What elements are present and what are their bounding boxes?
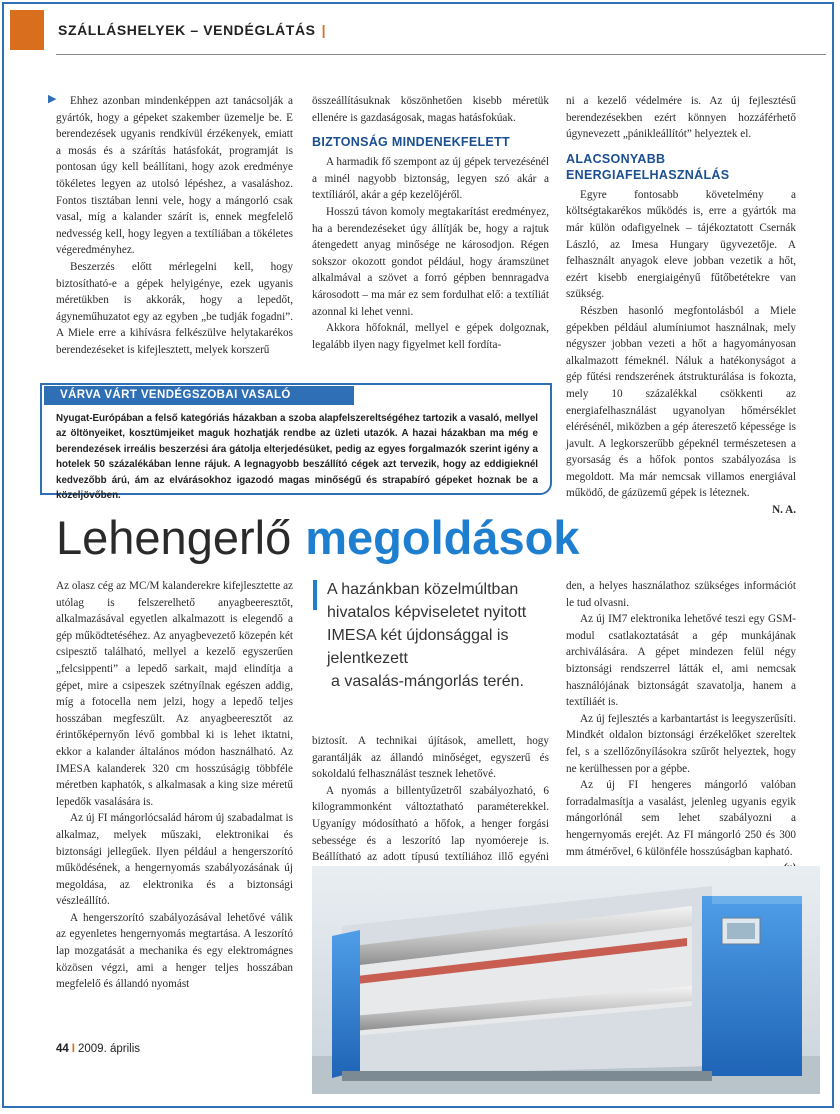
paragraph: Ehhez azonban mindenképpen azt tanácsolják a gyártók, hogy a gépeket szakember üzemelje be. E berendezések ugyanis rendkívül érzékenyek, emiatt a mosás és a szárítás hatásfokát, programját is pontosan úgy kell beállítani, hogy azok eredménye tökéletes legyen az utolsó lépéshez, a vasaláshoz. Fontos tisztában lenni vele, hogy a mángorló csak vasal, míg a kalander szárít is, ennek megfelelő nedvesség kell, hogy legyen a textíliában a tökéletes végeredményhez. — [56, 95, 293, 257]
paragraph: ni a kezelő védelmére is. Az új fejlesztésű berendezésekben ezért könnyen hozzáférhető úgynevezett „pánikleállítót” helyeztek el. — [566, 95, 796, 141]
column-3-top — [566, 93, 796, 519]
title-part-2: megoldások — [305, 511, 580, 564]
pullquote-line: jelentkezett — [327, 650, 408, 667]
paragraph: összeállításuknak köszönhetően kisebb méretük ellenére is gazdaságosak, magas hatásfokúak. — [312, 95, 549, 124]
article-title — [56, 508, 579, 568]
subheading-safety: BIZTONSÁG MINDENEKFELETT — [312, 135, 510, 150]
pullquote — [313, 578, 563, 693]
header-rule — [56, 54, 826, 55]
column-3-bottom — [566, 578, 796, 877]
arrow-icon: ▶ — [48, 93, 57, 105]
section-title: SZÁLLÁSHELYEK – VENDÉGLÁTÁS — [58, 22, 316, 38]
subheading-line: ALACSONYABB — [566, 151, 666, 166]
ironing-machine-photo — [312, 866, 820, 1094]
pullquote-line: hivatalos képviseletet nyitott — [327, 604, 527, 621]
column-2-bottom — [312, 733, 549, 882]
subheading-energy — [566, 151, 796, 183]
issue-date-year: 2009. április — [78, 1043, 141, 1055]
paragraph: Hosszú távon komoly megtakarítást eredményez, ha a berendezéseket úgy állítják be, hogy a rajtuk átengedett anyag minősége ne károsodjon. Régen sokszor okozott gondot például, hogy áramszünet alkalmával a szövet a forró gépben bennragadva károsodott – ma már ez sem fordulhat elő: a textíliát azonnal ki lehet venni. — [312, 205, 549, 318]
paragraph: Egyre fontosabb követelmény a költségtakarékos működés is, erre a gyártók ma már külön odafigyelnek – tájékoztatott Csernák László, az Imesa Hungary ügyvezetője. A felhasznált anyagok eleve jobban vezetik a hőt, ezért kisebb energiaigényű fűtőbetétekre van szükség. — [566, 188, 796, 301]
section-marker — [10, 10, 44, 50]
page-footer — [56, 1043, 140, 1055]
paragraph: A hengerszorító szabályozásával lehetővé válik az egyenletes hengernyomás megtartása. A leszorító lap mozgatását a mechanika és egy elektromágnes közösen végzi, ami a henger teljes hosszában megfelelő és állandó nyomást — [56, 911, 293, 991]
paragraph: biztosít. A technikai újítások, amellett, hogy garantálják az állandó minőséget, egyszerű és sokoldalú felhasználást tesznek lehetővé. — [312, 735, 549, 781]
paragraph: A harmadik fő szempont az új gépek tervezésénél a minél nagyobb biztonság, legyen szó akár a textíliáról, akár a gép kezelőjéről. — [312, 156, 549, 202]
paragraph: Az olasz cég az MC/M kalanderekre kifejlesztette az utólag is felszerelhető anyagbeeresztőt, alkalmazásával egyetlen alkalmazott is elegendő a gép működtetéséhez. Az anyagbevezető közepén két csipesztő található, mellyel a kezelő egyszerűen „felcsippenti” a lepedő sarkait, majd elindítja a gépet, mire a csipeszek szétnyílnak egészen addig, míg a fotocella nem jelzi, hogy a lepedő teljes hosszában megfeszült. Az anyagbeeresztőt az érintőképernyőn lévő gombbal ki is lehet iktatni, ekkor a kalander általános módon használható. Az IMESA kalanderek 320 cm hosszúságig többféle méretben kaphatók, s alkalmasak a king size méretű lepedők vasalására is. — [56, 580, 293, 808]
column-1-bottom — [56, 578, 293, 993]
sidebar-box-text: Nyugat-Európában a felső kategóriás házakban a szoba alapfelszereltségéhez tartozik a vasaló, mellyel az öltönyeiket, kosztümjeiket maguk hozhatják rendbe az üzleti utazók. A hazai házakban ma még e berendezések irreális beszerzési ára gátolja elterjedésüket, pedig az egyes forgalmazók szerint igény a hotelek 50 százalékában lenne rájuk. A legnagyobb beszállító cégek azt tervezik, hogy az eddigieknél kedvezőbb árú, ám az elvárásokhoz igazodó magas minőségű és strapabíró gépeket hoznak be a közeljövőben. — [56, 413, 538, 502]
section-header — [58, 22, 326, 38]
author-signature: N. A. — [772, 504, 796, 517]
header-bar: | — [321, 22, 327, 38]
footer-separator: I — [71, 1043, 75, 1055]
page-number: 44 — [56, 1043, 69, 1055]
paragraph: Az új FI hengeres mángorló valóban forradalmasítja a vasalást, jelenleg ugyanis egyik mángorlónál sem lehet szabályozni a hengernyomás erejét. Az FI mángorló 250 és 300 mm átmérővel, 6 különféle hosszúságban kapható. — [566, 779, 796, 858]
column-1-top — [56, 93, 293, 359]
column-2-top — [312, 93, 549, 353]
pullquote-line: a vasalás-mángorlás terén. — [331, 673, 524, 690]
paragraph: Az új fejlesztés a karbantartást is leegyszerűsíti. Mindkét oldalon biztonsági érzékelőket szereltek fel, s a szellőzőnyílásokra szűrőt helyeztek, hogy ne kerülhessen por a gépbe. — [566, 712, 796, 775]
paragraph: den, a helyes használathoz szükséges információt le tud olvasni. — [566, 580, 796, 609]
paragraph: Beszerzés előtt mérlegelni kell, hogy biztosítható-e a gépek helyigénye, ezek ugyanis méretükben is akkorák, hogy a lepedőt, ágyneműhuzatot egy az egyben „be tudják fogadni”. A Miele erre a kihívásra felkészülve helytakarékos berendezéseket is kifejlesztett, melyek korszerű — [56, 260, 293, 356]
paragraph: A nyomás a billentyűzetről szabályozható, 6 kilogrammonként változtatható paraméterekkel. Ugyanígy módosítható a hőfok, a henger forgási sebessége és a leszorító lap nyomóereje is. Beállítható az adott típusú textíliához illő egyéni — [312, 784, 549, 864]
sidebar-box-title: VÁRVA VÁRT VENDÉGSZOBAI VASALÓ — [44, 386, 354, 405]
paragraph: Az új FI mángorlócsalád három új szabadalmat is alkalmaz, melyek műszaki, elektronikai és biztonsági jellegűek. Ilyen például a hengerszorító működésének, a hengernyomás szabályozásának új megoldása, az elektronika és a biztonsági vészleállító. — [56, 812, 293, 908]
paragraph: Részben hasonló megfontolásból a Miele gépekben például alumíniumot használnak, mely négyszer jobban vezeti a hőt a hagyományosan alkalmazott fémeknél. Náluk a hatékonyságot a gép fűtési rendszerének átstrukturálása is fokozta, mely 10 százalékkal csökkenti az energiafelhasználást ugyanolyan hőmérséklet elérésénél, miközben a gép átereszető képessége is javult. A legkorszerűbb gépeknél természetesen a gyorsaság és a hőfok pontos szabályozása is megoldott. Ma már nemcsak villamos energiával működő, de gázüzemű gépek is léteznek. — [566, 304, 796, 500]
title-part-1: Lehengerlő — [56, 511, 292, 564]
paragraph: Akkora hőfoknál, mellyel e gépek dolgoznak, legalább ilyen nagy figyelmet kell fordíta- — [312, 322, 549, 351]
pullquote-line: A hazánkban közelmúltban — [327, 581, 519, 598]
pullquote-line: IMESA két újdonsággal is — [327, 627, 509, 644]
subheading-line: ENERGIAFELHASZNÁLÁS — [566, 167, 730, 182]
paragraph: Az új IM7 elektronika lehetővé teszi egy GSM-modul csatlakoztatását a gép munkájának archiválására. A gépet mindezen felül négy biztonsági rendszerrel látták el, ami nemcsak használójának biztonságát szavatolja, hanem a textíliáét is. — [566, 613, 796, 709]
